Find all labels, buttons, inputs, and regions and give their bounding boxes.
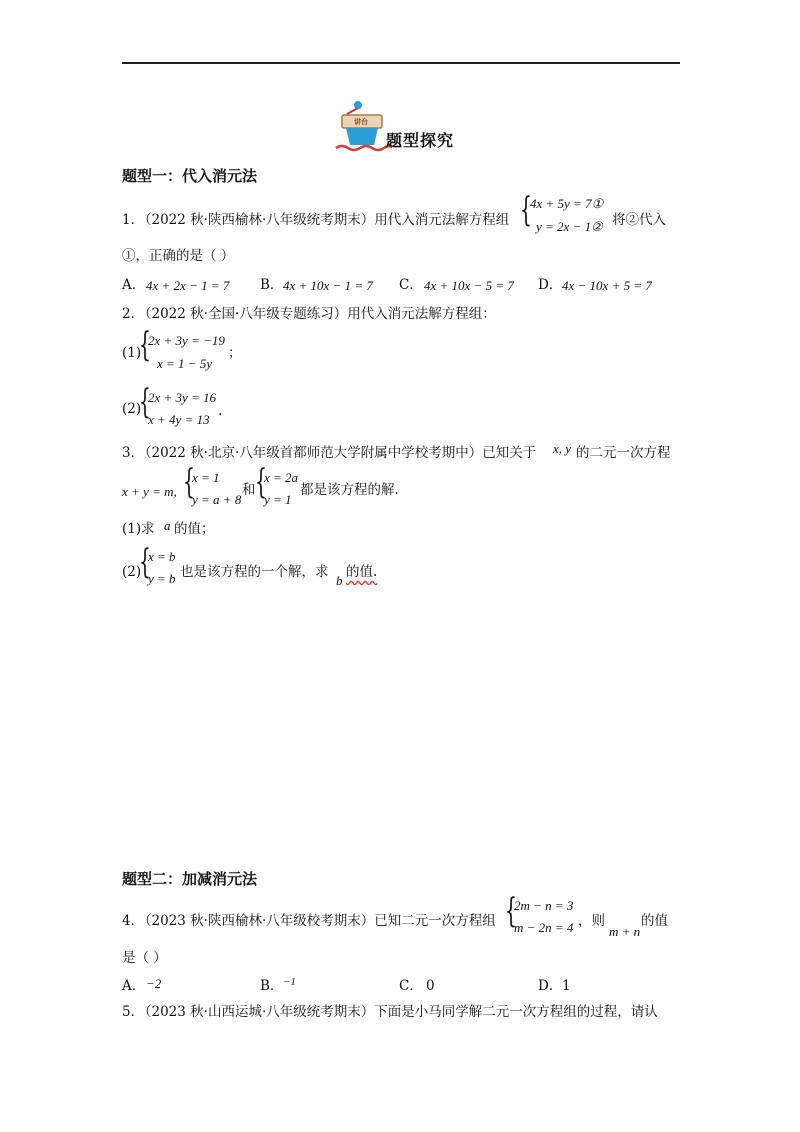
- question-1-option-d-label: D．: [538, 277, 563, 293]
- question-3-and: 和: [242, 482, 256, 498]
- question-1-option-c[interactable]: 4x + 10x − 5 = 7: [424, 278, 514, 293]
- banner-title: 题型探究: [386, 131, 455, 150]
- question-3-system1-brace: {: [183, 462, 195, 502]
- question-4-option-b-label: B．: [260, 978, 284, 994]
- question-2-part1-eq1: 2x + 3y = −19: [148, 333, 225, 348]
- question-2-part2-eq2: x + 4y = 13: [148, 412, 210, 427]
- question-4-number: 4．: [122, 913, 145, 929]
- question-3-tail: 都是该方程的解.: [300, 482, 399, 498]
- question-4-tail: 的值: [641, 913, 668, 929]
- question-2-part2-eq1: 2x + 3y = 16: [148, 390, 217, 405]
- question-1-option-b-label: B．: [260, 277, 284, 293]
- question-3-source-tail: 的二元一次方程: [576, 445, 671, 461]
- question-1-option-a[interactable]: 4x + 2x − 1 = 7: [146, 278, 230, 293]
- question-3-equation: x + y = m,: [122, 484, 177, 499]
- question-4-source: （2023 秋·陕西榆林·八年级校考期末）已知二元一次方程组: [138, 913, 496, 929]
- question-3-system2-eq1: x = 2a: [264, 470, 299, 485]
- question-3-part1-var: a: [164, 518, 171, 533]
- question-3-system2-eq2: y = 1: [264, 492, 292, 507]
- question-3-system2-brace: {: [255, 462, 267, 502]
- question-4-option-c[interactable]: 0: [426, 978, 435, 994]
- question-1-system-brace: {: [520, 190, 532, 230]
- podium-label: 讲台: [354, 118, 368, 126]
- question-4-mid: ，则: [578, 913, 605, 929]
- top-rule: [122, 62, 680, 64]
- question-1-option-d[interactable]: 4x − 10x + 5 = 7: [562, 278, 652, 293]
- question-4-option-b[interactable]: −1: [283, 976, 296, 988]
- question-4-option-d-label: D．: [538, 978, 563, 994]
- question-1-option-a-label: A．: [122, 277, 146, 293]
- question-3-source: （2022 秋·北京·八年级首都师范大学附属中学校考期中）已知关于: [138, 445, 537, 461]
- question-4-line2: 是（ ）: [122, 950, 167, 966]
- question-3-system1-eq2: y = a + 8: [192, 492, 242, 507]
- question-3-part2-eq2: y = b: [148, 571, 176, 586]
- question-3-part2-brace: {: [139, 542, 151, 582]
- question-3-part2-text: 也是该方程的一个解，求: [180, 564, 329, 580]
- question-3-part2-tail: 的值.: [346, 564, 378, 580]
- question-5-source: （2023 秋·山西运城·八年级统考期末）下面是小马同学解二元一次方程组的过程，请认: [138, 1004, 658, 1020]
- question-2-part1-label: (1): [122, 345, 142, 361]
- question-2-part1-eq2: x = 1 − 5y: [157, 356, 213, 371]
- question-4-system-brace: {: [505, 891, 517, 931]
- question-4-expr: m + n: [609, 924, 641, 939]
- question-1-number: 1．: [122, 212, 145, 228]
- question-4-option-a[interactable]: −2: [146, 976, 162, 991]
- question-5-number: 5．: [122, 1004, 145, 1020]
- question-4-option-d[interactable]: 1: [562, 978, 571, 994]
- question-4-eq1: 2m − n = 3: [514, 898, 574, 913]
- question-2-part2-label: (2): [122, 401, 142, 417]
- question-4-option-a-label: A．: [122, 978, 146, 994]
- question-1-option-b[interactable]: 4x + 10x − 1 = 7: [283, 278, 373, 293]
- question-2-part2-end: .: [218, 403, 223, 419]
- question-2-part1-end: ；: [228, 345, 242, 361]
- question-3-part2-label: (2): [122, 564, 142, 580]
- question-1-eq1: 4x + 5y = 7①: [530, 196, 604, 211]
- question-3-vars: x, y: [553, 441, 572, 456]
- question-1-line2: ①，正确的是（ ）: [122, 248, 235, 264]
- question-3-part1-tail: 的值；: [174, 521, 215, 537]
- section-heading-substitution: 题型一：代入消元法: [122, 167, 258, 185]
- question-2-source: （2022 秋·全国·八年级专题练习）用代入消元法解方程组：: [138, 306, 496, 322]
- question-4-option-c-label: C．: [399, 978, 423, 994]
- question-3-part2-var: b: [336, 573, 343, 588]
- question-4-eq2: m − 2n = 4: [514, 920, 574, 935]
- section-heading-elimination: 题型二：加减消元法: [122, 870, 258, 888]
- question-1-eq2: y = 2x − 1②: [536, 219, 603, 234]
- question-3-number: 3．: [122, 445, 145, 461]
- question-3-system1-eq1: x = 1: [192, 470, 220, 485]
- question-1-source: （2022 秋·陕西榆林·八年级统考期末）用代入消元法解方程组: [138, 212, 510, 228]
- question-3-part1-label: (1)求: [122, 521, 155, 537]
- section-banner: [332, 98, 472, 154]
- question-2-part2-brace: {: [139, 382, 151, 422]
- question-2-number: 2．: [122, 306, 145, 322]
- question-3-part2-eq1: x = b: [148, 549, 176, 564]
- question-1-option-c-label: C．: [399, 277, 423, 293]
- question-2-part1-brace: {: [139, 325, 151, 365]
- question-1-tail: 将②代入: [612, 212, 666, 228]
